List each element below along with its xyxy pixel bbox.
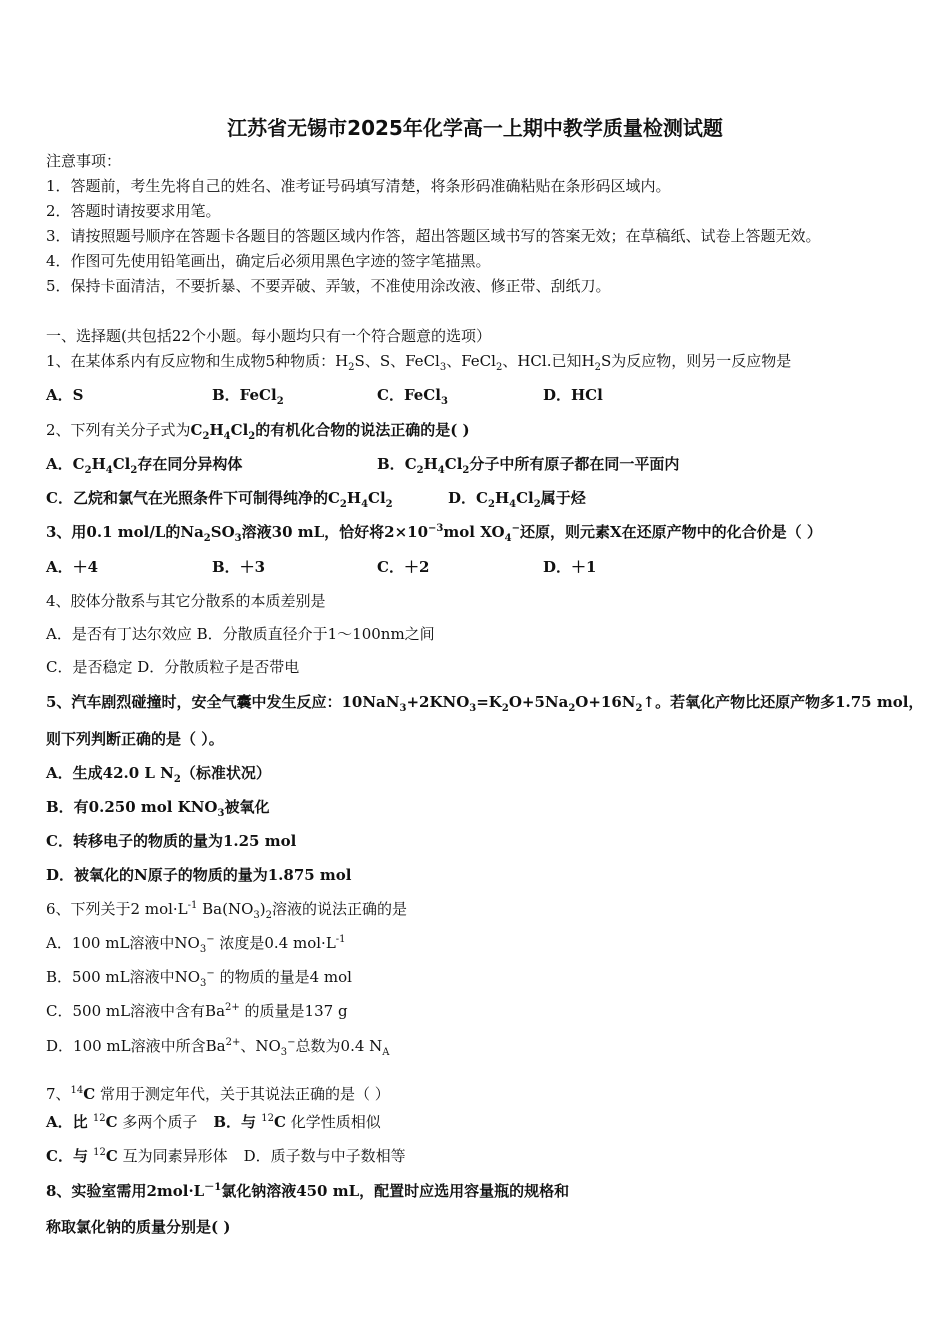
subscript: 4 (105, 465, 113, 476)
option-text: D．100 mL溶液中所含Ba (46, 1037, 226, 1055)
option-text: 、NO (240, 1037, 281, 1055)
question-6-stem (46, 899, 407, 919)
option-text: 的物质的量是4 mol (214, 968, 352, 986)
superscript: − (287, 1037, 296, 1048)
q3-text: mol XO (443, 523, 505, 541)
q5-option-c: C．转移电子的物质的量为1.25 mol (46, 832, 297, 850)
option-letter: B． (377, 455, 405, 473)
formula (190, 421, 256, 442)
subscript: 2 (248, 431, 256, 442)
q8-text: 氯化钠溶液450 mL，配置时应选用容量瓶的规格和 (221, 1182, 570, 1200)
q6-option-a (46, 933, 346, 953)
q3-text: 还原，则元素X在还原产物中的化合价是（ ） (520, 523, 822, 541)
subscript: 2 (203, 533, 211, 544)
subscript: 2 (416, 465, 424, 476)
option-text: 属于烃 (540, 489, 586, 507)
subscript: 2 (462, 465, 470, 476)
subscript: 3 (199, 944, 207, 955)
q4-options-ab: A．是否有丁达尔效应 B．分散质直径介于1～100nm之间 (46, 625, 435, 643)
element: H (346, 489, 362, 507)
question-8-stem (46, 1181, 569, 1201)
subscript: 3 (280, 1047, 288, 1058)
subscript: 2 (635, 703, 643, 714)
element: H (494, 489, 510, 507)
element: C (327, 489, 340, 507)
option-text: B．500 mL溶液中NO (46, 968, 201, 986)
element: C (83, 1085, 96, 1103)
q1-text: 1、在某体系内有反应物和生成物5种物质：H (46, 352, 349, 370)
option-text: 存在同分异构体 (137, 455, 243, 473)
notice-item: 3．请按照题号顺序在答题卡各题目的答题区域内作答，超出答题区域书写的答案无效；在草稿纸、试卷上答题无效。 (46, 227, 821, 245)
element: Cl (516, 489, 534, 507)
subscript: 3 (399, 703, 407, 714)
element: C (105, 1113, 118, 1131)
subscript: 2 (348, 362, 355, 373)
element: Cl (368, 489, 386, 507)
q3-option-c: C．＋2 (377, 558, 430, 576)
option-text: D．质子数与中子数相等 (243, 1147, 406, 1165)
notice-item: 1．答题前，考生先将自己的姓名、准考证号码填写清楚，将条形码准确粘贴在条形码区域内。 (46, 177, 671, 195)
q1-text: 、FeCl (446, 352, 496, 370)
q7-text: 常用于测定年代，关于其说法正确的是（ ） (95, 1085, 390, 1103)
question-5-stem (46, 692, 923, 712)
subscript: 4 (504, 533, 512, 544)
q5-option-b (46, 797, 269, 817)
option-letter: A． (46, 455, 73, 473)
q5-text: 5、汽车剧烈碰撞时，安全气囊中发生反应：10NaN (46, 693, 400, 711)
subscript: 4 (361, 499, 369, 510)
option-text: 多两个质子 (117, 1113, 198, 1131)
q6-option-c (46, 1001, 348, 1021)
q6-text: 溶液的说法正确的是 (272, 900, 408, 918)
subscript: 2 (533, 499, 541, 510)
q5-text: O+5Na (508, 693, 569, 711)
q2-option-d (448, 488, 586, 508)
superscript: − (206, 968, 215, 979)
q1-option-a: A．S (46, 386, 84, 404)
superscript: 14 (70, 1085, 84, 1096)
subscript: 4 (509, 499, 517, 510)
q1-text: 、HCl.已知H (502, 352, 595, 370)
question-3-stem (46, 522, 822, 542)
notice-heading: 注意事项： (46, 152, 122, 170)
q2-text: 2、下列有关分子式为 (46, 421, 191, 439)
q7-text: 7、 (46, 1085, 71, 1103)
superscript: 12 (92, 1113, 106, 1124)
option-text: A．100 mL溶液中NO (46, 934, 200, 952)
q3-text: SO (210, 523, 235, 541)
option-letter: D． (448, 489, 477, 507)
superscript: 12 (93, 1147, 106, 1158)
q6-text: 6、下列关于2 mol·L (46, 900, 188, 918)
subscript: 3 (440, 396, 448, 407)
q5-text: +2KNO (406, 693, 470, 711)
q6-text: ) (259, 900, 266, 918)
option-text: C．与 (46, 1147, 94, 1165)
q1-text: S为反应物，则另一反应物是 (600, 352, 792, 370)
q5-text: ↑。若氧化产物比还原产物多1.75 mol， (642, 693, 924, 711)
subscript: 3 (439, 362, 447, 373)
superscript: 2+ (225, 1037, 241, 1048)
subscript: 3 (234, 533, 242, 544)
superscript: 12 (261, 1113, 274, 1124)
q5-text: O+16N (575, 693, 636, 711)
q3-text: 溶液30 mL，恰好将2×10 (241, 523, 429, 541)
subscript: 2 (501, 703, 509, 714)
element: H (91, 455, 106, 473)
notice-item: 4．作图可先使用铅笔画出，确定后必须用黑色字迹的签字笔描黑。 (46, 252, 491, 270)
subscript: 2 (84, 465, 92, 476)
element: H (423, 455, 438, 473)
subscript: 4 (437, 465, 445, 476)
superscript: －1 (204, 1182, 222, 1193)
question-7-stem (46, 1084, 390, 1104)
formula (476, 489, 541, 510)
superscript: 2+ (225, 1002, 240, 1013)
q2-option-c (46, 488, 393, 508)
subscript: 2 (276, 396, 284, 407)
element: Cl (112, 455, 131, 473)
option-text: A．生成42.0 L N (46, 764, 174, 782)
question-1-stem (46, 351, 791, 371)
element: Cl (444, 455, 463, 473)
q7-options-ab (46, 1112, 381, 1132)
subscript: 2 (385, 499, 393, 510)
q6-option-b (46, 967, 352, 987)
subscript: 2 (339, 499, 347, 510)
subscript: 2 (130, 465, 138, 476)
subscript: 2 (202, 431, 210, 442)
subscript: 3 (200, 978, 207, 989)
element: H (209, 421, 224, 439)
q1-text: S、S、FeCl (354, 352, 440, 370)
element: C (72, 455, 85, 473)
q6-option-d (46, 1036, 390, 1056)
element: C (476, 489, 488, 507)
q3-option-a: A．＋4 (46, 558, 99, 576)
formula (404, 455, 470, 476)
q8-text: 8、实验室需用2mol·L (46, 1182, 205, 1200)
subscript: 3 (217, 808, 225, 819)
subscript: 2 (487, 499, 495, 510)
option-text: （标准状况） (180, 764, 271, 782)
option-text: 总数为0.4 N (295, 1037, 383, 1055)
superscript: − (511, 523, 520, 534)
q3-option-b: B．＋3 (212, 558, 266, 576)
option-text: C．500 mL溶液中含有Ba (46, 1002, 226, 1020)
superscript: -1 (187, 900, 198, 911)
q1-option-b (212, 385, 284, 405)
superscript: − (206, 934, 215, 945)
option-text: 化学性质相似 (285, 1113, 381, 1131)
option-text: B．FeCl (212, 386, 277, 404)
option-text: 被氧化 (224, 798, 270, 816)
q1-option-d: D．HCl (543, 386, 603, 404)
element: C (404, 455, 417, 473)
option-text: 浓度是0.4 mol·L (214, 934, 336, 952)
element: C (105, 1147, 118, 1165)
q6-text: Ba(NO (197, 900, 254, 918)
question-5-stem-cont: 则下列判断正确的是（ ）。 (46, 730, 224, 748)
option-text: C．FeCl (377, 386, 441, 404)
element: C (190, 421, 203, 439)
q7-options-cd (46, 1146, 406, 1166)
q2-text: 的有机化合物的说法正确的是( ) (255, 421, 470, 439)
subscript: 4 (223, 431, 231, 442)
q5-text: =K (476, 693, 502, 711)
subscript: 3 (253, 910, 260, 921)
q4-options-cd: C．是否稳定 D．分散质粒子是否带电 (46, 658, 300, 676)
element: C (273, 1113, 286, 1131)
subscript: 2 (265, 910, 273, 921)
subscript: 3 (469, 703, 477, 714)
question-2-stem (46, 420, 470, 440)
element: Cl (230, 421, 249, 439)
option-text: B．与 (213, 1113, 262, 1131)
subscript: A (382, 1047, 390, 1058)
section-heading: 一、选择题(共包括22个小题。每小题均只有一个符合题意的选项） (46, 327, 491, 345)
q3-option-d: D．＋1 (543, 558, 597, 576)
formula (72, 455, 138, 476)
q3-text: 3、用0.1 mol/L的Na (46, 523, 204, 541)
formula (327, 489, 393, 510)
subscript: 2 (495, 362, 503, 373)
page-title: 江苏省无锡市2025年化学高一上期中教学质量检测试题 (227, 116, 723, 140)
notice-item: 5．保持卡面清洁，不要折暴、不要弄破、弄皱，不准使用涂改液、修正带、刮纸刀。 (46, 277, 611, 295)
superscript: -1 (335, 934, 346, 945)
option-text: 分子中所有原子都在同一平面内 (469, 455, 680, 473)
q2-option-b (377, 454, 679, 474)
question-4-stem: 4、胶体分散系与其它分散系的本质差别是 (46, 592, 326, 610)
option-text: 互为同素异形体 (117, 1147, 228, 1165)
notice-item: 2．答题时请按要求用笔。 (46, 202, 221, 220)
option-text: C．乙烷和氯气在光照条件下可制得纯净的 (46, 489, 328, 507)
superscript: −3 (428, 523, 444, 534)
question-8-stem-cont: 称取氯化钠的质量分别是( ) (46, 1218, 231, 1236)
option-text: 的质量是137 g (239, 1002, 348, 1020)
option-text: A．比 (46, 1113, 93, 1131)
q2-option-a (46, 454, 242, 474)
option-text: B．有0.250 mol KNO (46, 798, 218, 816)
subscript: 2 (568, 703, 576, 714)
subscript: 2 (173, 774, 181, 785)
q5-option-d: D．被氧化的N原子的物质的量为1.875 mol (46, 866, 352, 884)
q1-option-c (377, 385, 448, 405)
q5-option-a (46, 763, 271, 783)
subscript: 2 (594, 362, 601, 373)
